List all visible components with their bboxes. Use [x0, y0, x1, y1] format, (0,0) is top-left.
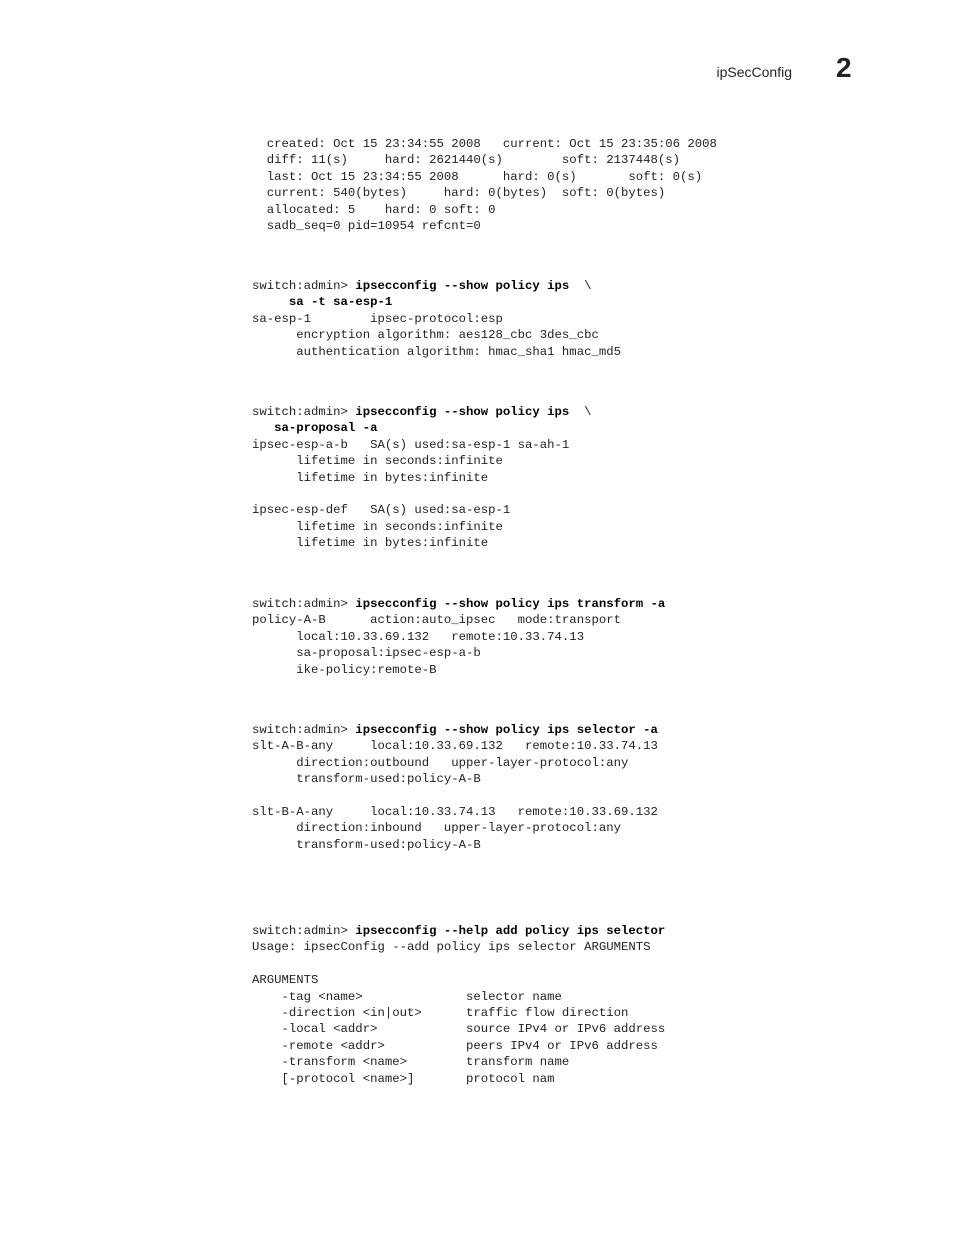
code-text: switch:admin> — [252, 924, 356, 938]
code-line — [252, 972, 665, 988]
code-text: allocated: 5 hard: 0 soft: 0 — [252, 202, 496, 217]
command-text: ipsecconfig --help add policy ips selector — [355, 924, 666, 938]
code-text: diff: 11(s) hard: 2621440(s) soft: 2137448(s) — [252, 153, 681, 168]
code-line — [252, 612, 665, 628]
code-line — [252, 311, 621, 327]
code-text: direction:inbound upper-layer-protocol:any — [252, 821, 621, 836]
code-line — [252, 596, 665, 612]
code-line — [252, 420, 591, 436]
code-line — [252, 771, 658, 787]
code-line — [252, 989, 665, 1005]
code-line — [252, 788, 658, 804]
code-text: current: 540(bytes) hard: 0(bytes) soft: 0(bytes) — [252, 186, 666, 201]
code-text: transform-used:policy-A-B — [252, 837, 481, 852]
code-text: encryption algorithm: aes128_cbc 3des_cbc — [252, 328, 599, 343]
code-line — [252, 185, 717, 201]
code-line — [252, 502, 591, 518]
code-text: slt-B-A-any local:10.33.74.13 remote:10.33.69.132 — [252, 804, 658, 819]
code-text: sa-proposal:ipsec-esp-a-b — [252, 646, 481, 661]
line-continuation: \ — [569, 405, 592, 419]
code-text: transform-used:policy-A-B — [252, 772, 481, 787]
command-text: ipsecconfig --show policy ips — [355, 405, 570, 419]
command-text: ipsecconfig --show policy ips transform -a — [355, 597, 666, 611]
code-line — [252, 1021, 665, 1037]
code-text: -local <addr> source IPv4 or IPv6 address — [252, 1022, 666, 1037]
code-text: ike-policy:remote-B — [252, 662, 437, 677]
code-text: created: Oct 15 23:34:55 2008 current: Oct 15 23:35:06 2008 — [252, 137, 717, 151]
code-line — [252, 837, 658, 853]
code-text: ipsec-esp-a-b SA(s) used:sa-esp-1 sa-ah-1 — [252, 437, 570, 452]
code-text: direction:outbound upper-layer-protocol:any — [252, 755, 629, 770]
code-line — [252, 437, 591, 453]
code-line — [252, 804, 658, 820]
code-text — [252, 295, 289, 309]
code-line — [252, 218, 717, 234]
code-line — [252, 1054, 665, 1070]
chapter-number: 2 — [836, 52, 852, 83]
code-line — [252, 344, 621, 360]
code-text: -direction <in|out> traffic flow direction — [252, 1005, 629, 1020]
code-text: lifetime in bytes:infinite — [252, 536, 489, 551]
command-text: ipsecconfig --show policy ips selector -a — [355, 723, 658, 737]
code-text: sa-esp-1 ipsec-protocol:esp — [252, 311, 503, 326]
code-line — [252, 202, 717, 218]
code-line — [252, 169, 717, 185]
show-sa-proposal-example — [252, 404, 591, 552]
code-line — [252, 152, 717, 168]
code-line — [252, 1005, 665, 1021]
code-text: Usage: ipsecConfig --add policy ips selector ARGUMENTS — [252, 940, 651, 955]
code-line — [252, 1071, 665, 1087]
code-text: switch:admin> — [252, 597, 356, 611]
code-text — [252, 421, 274, 435]
show-transform-example — [252, 596, 665, 678]
code-line — [252, 738, 658, 754]
line-continuation: \ — [569, 279, 592, 293]
show-selector-example — [252, 722, 658, 853]
code-line — [252, 755, 658, 771]
code-text: -tag <name> selector name — [252, 989, 562, 1004]
code-line — [252, 404, 591, 420]
code-line — [252, 136, 717, 152]
code-text: sadb_seq=0 pid=10954 refcnt=0 — [252, 218, 481, 233]
code-text: -transform <name> transform name — [252, 1055, 570, 1070]
code-text: slt-A-B-any local:10.33.69.132 remote:10.33.74.13 — [252, 739, 658, 754]
code-text: lifetime in seconds:infinite — [252, 519, 503, 534]
code-text: lifetime in seconds:infinite — [252, 454, 503, 469]
sa-statistics-output — [252, 136, 717, 234]
code-text: switch:admin> — [252, 723, 356, 737]
code-line — [252, 722, 658, 738]
code-line — [252, 294, 621, 310]
code-text: -remote <addr> peers IPv4 or IPv6 address — [252, 1038, 658, 1053]
help-selector-example — [252, 923, 665, 1087]
code-line — [252, 535, 591, 551]
code-text: ARGUMENTS — [252, 973, 319, 988]
code-line — [252, 470, 591, 486]
code-line — [252, 327, 621, 343]
command-text: sa-proposal -a — [274, 421, 378, 436]
code-text: local:10.33.69.132 remote:10.33.74.13 — [252, 629, 585, 644]
code-line — [252, 923, 665, 939]
code-text: [-protocol <name>] protocol nam — [252, 1071, 555, 1086]
code-line — [252, 662, 665, 678]
code-line — [252, 820, 658, 836]
code-line — [252, 519, 591, 535]
code-text: policy-A-B action:auto_ipsec mode:transport — [252, 613, 621, 628]
code-line — [252, 453, 591, 469]
code-text: switch:admin> — [252, 405, 356, 419]
code-line — [252, 939, 665, 955]
command-text: ipsecconfig --show policy ips — [355, 279, 570, 293]
command-text: sa -t sa-esp-1 — [288, 295, 393, 310]
code-line — [252, 278, 621, 294]
code-line — [252, 956, 665, 972]
code-text: lifetime in bytes:infinite — [252, 470, 489, 485]
code-text: last: Oct 15 23:34:55 2008 hard: 0(s) soft: 0(s) — [252, 169, 703, 184]
code-text: authentication algorithm: hmac_sha1 hmac_md5 — [252, 344, 621, 359]
show-sa-example — [252, 278, 621, 360]
header-title: ipSecConfig — [716, 64, 792, 80]
code-text: switch:admin> — [252, 279, 356, 293]
code-line — [252, 645, 665, 661]
code-line — [252, 1038, 665, 1054]
code-text: ipsec-esp-def SA(s) used:sa-esp-1 — [252, 503, 511, 518]
code-line — [252, 486, 591, 502]
code-line — [252, 629, 665, 645]
